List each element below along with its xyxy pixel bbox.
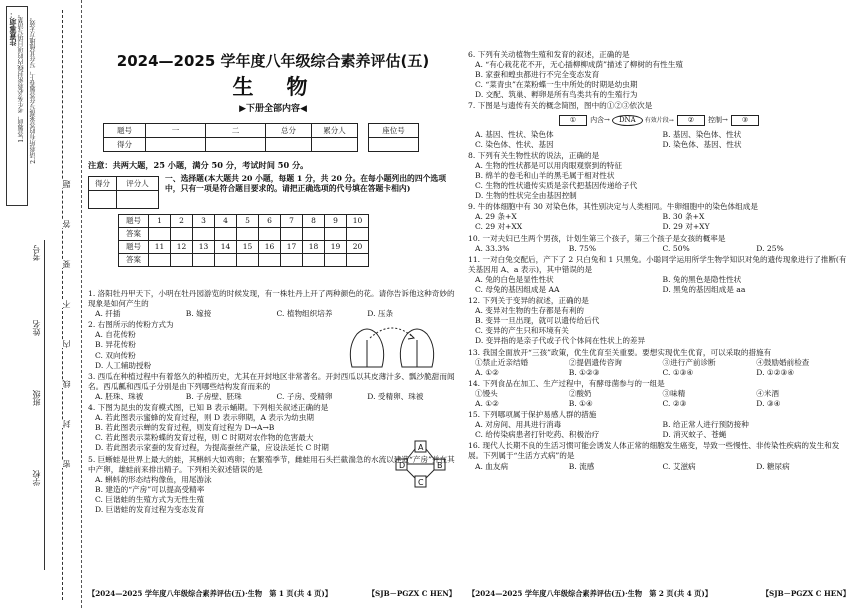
answer-label: 答案 xyxy=(119,254,149,267)
options xyxy=(468,244,850,254)
answer-option[interactable]: D. 糖尿病 xyxy=(756,461,790,471)
arrow-label: 内含→ xyxy=(590,115,610,124)
seal-word: 题 xyxy=(62,180,71,188)
answer-option[interactable]: D. 若此图表示家蚕的发育过程，为提高蚕丝产量，应设法延长 C 时期 xyxy=(95,443,329,453)
score-header-cell: 总分 xyxy=(266,124,312,138)
answer-grid xyxy=(118,214,369,267)
answer-option[interactable]: A. 生物的性状都是可以用肉眼观察到的特征 xyxy=(475,160,622,170)
answer-option[interactable]: B. 子房壁、胚珠 xyxy=(185,391,242,401)
seal-word: 要 xyxy=(62,260,71,268)
score-cell[interactable] xyxy=(206,138,266,152)
question-item xyxy=(468,234,850,254)
answer-option[interactable]: B. 若此图表示蝉的发育过程，则发育过程为 D→A→B xyxy=(95,423,275,433)
answer-grid-cell: 6 xyxy=(259,215,281,228)
score-header-cell: 累分人 xyxy=(312,124,358,138)
notice-line-1: 1.答题前，考生务必将密封线内的项目填写清楚。 xyxy=(18,11,25,143)
answer-option[interactable]: ①馒头 xyxy=(475,388,498,398)
notice-title: 注意事项： xyxy=(8,11,17,46)
options xyxy=(468,60,850,100)
seal-word: 封 xyxy=(62,420,71,428)
answer-option[interactable]: A. “有心栽花花不开，无心插柳柳成荫”描述了柳树的有性生殖 xyxy=(475,60,683,70)
answer-cell[interactable] xyxy=(259,254,281,267)
answer-option[interactable]: D. ①②③④ xyxy=(756,367,795,377)
question-item xyxy=(468,101,850,149)
answer-grid-cell: 8 xyxy=(303,215,325,228)
answer-option[interactable]: A. 胚珠、珠被 xyxy=(95,391,144,401)
answer-option[interactable]: D. 受精卵、珠被 xyxy=(367,391,424,401)
answer-cell[interactable] xyxy=(149,254,171,267)
seat-label: 座位号 xyxy=(369,124,419,138)
dna-diagram-slot xyxy=(468,112,850,130)
question-stem: 15. 下列哪项属于保护易感人群的措施 xyxy=(468,410,597,420)
answer-grid-cell: 12 xyxy=(171,241,193,254)
answer-option[interactable]: A. 蝌蚪的形态结构像鱼，用尾游泳 xyxy=(95,474,212,484)
answer-option[interactable]: ③味精 xyxy=(662,388,686,398)
answer-option[interactable]: C. 给传染病患者打针吃药、积极治疗 xyxy=(475,430,600,440)
scope-label: ▶下册全部内容◀ xyxy=(239,103,307,114)
answer-option[interactable]: D. 人工辅助授粉 xyxy=(95,360,152,370)
question-item xyxy=(468,151,850,201)
footer-code: 【SJB－PGZX C HEN】 xyxy=(367,589,456,598)
question-item xyxy=(468,296,850,346)
answer-option[interactable]: ②酸奶 xyxy=(568,388,592,398)
diagram-label-d: D xyxy=(399,461,406,470)
seal-word: 内 xyxy=(62,340,71,348)
answer-grid-cell: 10 xyxy=(347,215,369,228)
answer-option[interactable]: B. 流感 xyxy=(568,461,595,471)
answer-cell[interactable] xyxy=(303,254,325,267)
score-header-cell: 二 xyxy=(206,124,266,138)
answer-option[interactable]: B. 基因、染色体、性状 xyxy=(662,129,742,139)
answer-grid-cell: 18 xyxy=(303,241,325,254)
answer-cell[interactable] xyxy=(215,228,237,241)
options xyxy=(468,306,850,346)
options xyxy=(468,420,850,440)
answer-option[interactable]: C. ②③ xyxy=(662,399,687,408)
answer-option[interactable]: D. 29 对+XY xyxy=(662,222,710,232)
answer-grid-cell: 题号 xyxy=(119,215,149,228)
answer-option[interactable]: C. “菜青虫”在菜粉蝶一生中所处的时期是幼虫期 xyxy=(475,80,638,90)
answer-option[interactable]: C. 50% xyxy=(662,243,690,253)
diagram-label-a: A xyxy=(418,443,424,452)
answer-option[interactable]: D. 黑兔的基因组成是 aa xyxy=(662,284,746,294)
answer-option[interactable]: D. 压条 xyxy=(367,309,394,319)
score-cell[interactable] xyxy=(146,138,206,152)
options xyxy=(468,368,850,378)
class-label: 班级 xyxy=(32,390,41,406)
answer-option[interactable]: D. 生物的性状完全由基因控制 xyxy=(475,191,577,201)
footer-text: 【2024—2025 学年度八年级综合素养评估(五)·生物 第 2 页(共 4 页)】 xyxy=(468,589,712,598)
question-stem: 7. 下图是与遗传有关的概念简图，图中的①②③依次是 xyxy=(468,101,653,111)
diagram-label-c: C xyxy=(418,478,424,487)
answer-option[interactable]: B. 兔的黑色是隐性性状 xyxy=(662,274,742,284)
section-grader-label: 评分人 xyxy=(117,177,159,191)
score-table xyxy=(103,123,358,152)
exam-notice: 注意：共两大题，25 小题，满分 50 分，考试时间 50 分。 xyxy=(88,160,309,170)
question-item xyxy=(88,289,458,319)
binding-margin xyxy=(0,0,82,608)
answer-cell[interactable] xyxy=(259,228,281,241)
answer-option[interactable]: C. 艾滋病 xyxy=(662,461,696,471)
answer-cell[interactable] xyxy=(347,228,369,241)
answer-option[interactable]: B. 给正常人进行预防接种 xyxy=(662,420,749,430)
answer-option[interactable]: C. 植物组织培养 xyxy=(276,309,333,319)
diagram-label-b: B xyxy=(437,461,443,470)
answer-option[interactable]: C. 若此图表示菜粉蝶的发育过程，则 C 时期对农作物的危害最大 xyxy=(95,433,314,443)
question-item xyxy=(468,255,850,295)
answer-option[interactable]: C. 巨谐蛙的生殖方式为无性生殖 xyxy=(95,494,205,504)
footer-page-1 xyxy=(88,589,456,599)
answer-option[interactable]: D. 巨谐蛙的发育过程为变态发育 xyxy=(95,504,205,514)
score-area xyxy=(103,123,419,152)
question-item xyxy=(88,372,458,402)
answer-grid-cell: 20 xyxy=(347,241,369,254)
answer-option[interactable]: B. 绵羊的卷毛和山羊的黑毛属于相对性状 xyxy=(475,170,615,180)
answer-grid-cell: 16 xyxy=(259,241,281,254)
answer-cell[interactable] xyxy=(237,228,259,241)
arrow-label: 有效片段→ xyxy=(644,116,674,124)
question-item xyxy=(468,379,850,409)
answer-grid-cell: 9 xyxy=(325,215,347,228)
question-stem: 9. 牛的体细胞中有 30 对染色体，其性别决定与人类相同。牛卵细胞中的染色体组成是 xyxy=(468,202,758,212)
answer-option[interactable]: B. 嫁接 xyxy=(185,309,212,319)
answer-option[interactable]: A. 扦插 xyxy=(95,309,121,319)
name-label: 姓名 xyxy=(32,320,41,336)
seal-word: 答 xyxy=(62,220,71,228)
answer-option[interactable]: A. 自花传粉 xyxy=(95,330,136,340)
concept-box-2: ② xyxy=(677,115,705,126)
answer-grid-cell: 19 xyxy=(325,241,347,254)
answer-option[interactable]: B. 30 条+X xyxy=(662,212,705,222)
answer-grid-cell: 4 xyxy=(215,215,237,228)
answer-option[interactable]: B. ①②③ xyxy=(568,367,600,377)
options xyxy=(88,309,458,319)
answer-option[interactable]: C. ①③④ xyxy=(662,367,694,377)
options xyxy=(468,275,850,295)
seal-word: 不 xyxy=(62,300,71,308)
section-score-table xyxy=(88,176,159,209)
seat-cell[interactable] xyxy=(369,138,419,152)
answer-grid-cell: 15 xyxy=(237,241,259,254)
answer-option[interactable]: D. 25% xyxy=(756,243,784,253)
answer-grid-cell: 13 xyxy=(193,241,215,254)
answer-option[interactable]: A. ①② xyxy=(475,367,499,377)
question-stem: 10. 一对夫妇已生两个男孩，计划生第三个孩子，第三个孩子是女孩的概率是 xyxy=(468,233,726,243)
footer-code: 【SJB－PGZX C HEN】 xyxy=(761,589,850,598)
answer-cell[interactable] xyxy=(325,228,347,241)
answer-grid-cell: 7 xyxy=(281,215,303,228)
answer-grid-cell: 题号 xyxy=(119,241,149,254)
score-cell[interactable] xyxy=(266,138,312,152)
answer-option[interactable]: C. 生物的性状遗传实质是亲代把基因传递给子代 xyxy=(475,181,638,191)
pollination-figure xyxy=(342,322,442,372)
answer-option[interactable]: C. 双向传粉 xyxy=(95,350,136,360)
answer-option[interactable]: D. 染色体、基因、性状 xyxy=(662,139,742,149)
answer-cell[interactable] xyxy=(347,254,369,267)
school-label: 学校 xyxy=(32,470,41,486)
answer-grid-cell: 3 xyxy=(193,215,215,228)
answer-option[interactable]: C. 子房、受精卵 xyxy=(276,391,333,401)
answer-grid-cell: 1 xyxy=(149,215,171,228)
score-cell[interactable] xyxy=(312,138,358,152)
section1-instructions: 一、选择题(本大题共 20 小题，每题 1 分，共 20 分。在每小题列出的四个选项中，只有一项是符合题目要求的。请把正确选项的代号填在答题卡相内) xyxy=(165,174,447,194)
answer-option[interactable]: C. 母兔的基因组成是 AA xyxy=(475,284,560,294)
question-stem: 16. 现代人长期不良的生活习惯可能会诱发人体正常的细胞发生癌变，导致一些慢性、非传染性疾病的发生和发展。下列属于“生活方式病”的是 xyxy=(468,441,840,461)
answer-cell[interactable] xyxy=(149,228,171,241)
answer-option[interactable]: ②提倡遗传咨询 xyxy=(568,357,622,367)
footer-text: 【2024—2025 学年度八年级综合素养评估(五)·生物 第 1 页(共 4 页)】 xyxy=(88,589,332,598)
question-stem: 14. 下列食品在加工、生产过程中，有酵母菌参与的一组是 xyxy=(468,378,665,388)
answer-cell[interactable] xyxy=(193,254,215,267)
question-stem: 13. 我国全面放开“三孩”政策，优生优育至关重要。要想实现优生优育，可以采取的措施有 xyxy=(468,347,772,357)
answer-grid-row xyxy=(119,215,369,228)
answer-option[interactable]: A. 变异对生物的生存都是有利的 xyxy=(475,306,585,316)
insect-development-diagram xyxy=(395,440,447,488)
answer-option[interactable]: B. 变异一旦出现，就可以遗传给后代 xyxy=(475,316,600,326)
answer-grid-row xyxy=(119,228,369,241)
section-grader-cell[interactable] xyxy=(117,191,159,209)
answer-grid-row xyxy=(119,241,369,254)
notice-line-2: 2.请将所有的答案都写在答题卷上，写在其他地方无效。 xyxy=(30,14,37,164)
answer-option[interactable]: D. 交配、筑巢、孵卵是所有鸟类共有的生殖行为 xyxy=(475,90,638,100)
answer-option[interactable]: A. ①② xyxy=(475,399,499,408)
answer-cell[interactable] xyxy=(193,228,215,241)
answer-option[interactable]: ④米酒 xyxy=(756,388,780,398)
answer-grid-cell: 17 xyxy=(281,241,303,254)
answer-option[interactable]: D. 消灭蚊子、苍蝇 xyxy=(662,430,727,440)
answer-cell[interactable] xyxy=(237,254,259,267)
options xyxy=(88,392,458,402)
answer-option[interactable]: A. 33.3% xyxy=(475,243,510,253)
options xyxy=(468,462,850,472)
answer-grid-cell: 11 xyxy=(149,241,171,254)
question-stem: 12. 下列关于变异的叙述，正确的是 xyxy=(468,296,589,306)
answer-option[interactable]: B. 建造的“产房”可以提高受精率 xyxy=(95,484,205,494)
exam-title: 2024—2025 学年度八年级综合素养评估(五) xyxy=(116,52,430,70)
score-header-cell: 一 xyxy=(146,124,206,138)
answer-cell[interactable] xyxy=(171,228,193,241)
options xyxy=(468,358,850,368)
score-row-label: 得分 xyxy=(104,138,146,152)
question-stem: 11. 一对白兔交配后，产下了 2 只白兔和 1 只黑兔。小聪同学运用所学生物学知识对兔的遗传现象进行了推断(有关基因用 A、a 表示)，其中错误的是 xyxy=(468,254,847,274)
arrow-label: 控制→ xyxy=(708,115,728,124)
answer-option[interactable]: ④鼓励婚前检查 xyxy=(756,357,810,367)
answer-option[interactable]: ①禁止近亲结婚 xyxy=(475,357,529,367)
concept-box-1: ① xyxy=(559,115,587,126)
options xyxy=(468,399,850,409)
answer-option[interactable]: B. 家蚕和蝗虫都进行不完全变态发育 xyxy=(475,70,600,80)
answer-cell[interactable] xyxy=(171,254,193,267)
answer-grid-cell: 5 xyxy=(237,215,259,228)
question-stem: 1. 洛阳牡丹甲天下，小明在牡丹园游览的时候发现，有一株牡丹上开了两种颜色的花。请你告诉他这种奇妙的现象是如何产生的 xyxy=(88,289,455,309)
answer-option[interactable]: A. 基因、性状、染色体 xyxy=(475,129,554,139)
options xyxy=(468,130,850,150)
options xyxy=(468,389,850,399)
question-stem: 4. 下图为昆虫的发育模式图，已知 B 表示蛹期。下列相关叙述正确的是 xyxy=(88,403,329,413)
notice-box xyxy=(6,6,28,206)
concept-box-3: ③ xyxy=(731,115,759,126)
question-item xyxy=(468,410,850,440)
question-list-right xyxy=(468,50,850,473)
answer-option[interactable]: B. 75% xyxy=(568,243,597,253)
options xyxy=(468,212,850,232)
answer-option[interactable]: B. 异花传粉 xyxy=(95,340,136,350)
score-header-cell: 题号 xyxy=(104,124,146,138)
answer-option[interactable]: B. ①④ xyxy=(568,399,593,408)
seal-word: 密 xyxy=(62,460,71,468)
answer-cell[interactable] xyxy=(281,254,303,267)
answer-cell[interactable] xyxy=(303,228,325,241)
answer-option[interactable]: C. 变异的产生只和环境有关 xyxy=(475,326,569,336)
section-score-label: 得分 xyxy=(89,177,117,191)
answer-option[interactable]: A. 29 条+X xyxy=(475,212,517,222)
dna-node: DNA xyxy=(612,115,643,126)
answer-option[interactable]: D. ③④ xyxy=(756,399,781,408)
answer-option[interactable]: A. 兔的白色是显性性状 xyxy=(475,274,554,284)
seat-table xyxy=(368,123,419,152)
answer-grid-cell: 14 xyxy=(215,241,237,254)
answer-option[interactable]: C. 29 对+XX xyxy=(475,222,523,232)
answer-grid-row xyxy=(119,254,369,267)
question-stem: 8. 下列有关生物性状的说法，正确的是 xyxy=(468,150,600,160)
question-item xyxy=(468,441,850,471)
footer-page-2 xyxy=(468,589,850,599)
answer-option[interactable]: D. 变异指的是亲子代或子代个体间在性状上的差异 xyxy=(475,336,646,346)
question-stem: 3. 西瓜在种植过程中有着悠久的种植历史，尤其在开封地区非常著名。开封西瓜以其皮薄汁多、瓢沙脆甜而闻名。西瓜瓤和西瓜子分别是由下列哪些结构发育而来的 xyxy=(88,371,455,391)
subject-title: 生 物 xyxy=(232,74,314,99)
seal-word: 线 xyxy=(62,380,71,388)
answer-cell[interactable] xyxy=(325,254,347,267)
question-stem: 6. 下列有关动植物生殖和发育的叙述，正确的是 xyxy=(468,50,630,59)
answer-label: 答案 xyxy=(119,228,149,241)
section-score-cell[interactable] xyxy=(89,191,117,209)
answer-option[interactable]: ③进行产前诊断 xyxy=(662,357,716,367)
answer-cell[interactable] xyxy=(215,254,237,267)
answer-option[interactable]: A. 血友病 xyxy=(475,461,509,471)
question-item xyxy=(468,348,850,378)
question-stem: 5. 巨蜥蛙是世界上最大的蛙，其蝌蚪大如鸡卵；在繁殖季节，雌蛙用石头拦截湍急的水流以建造“产房”并在其中产卵，雄蛙前来排出精子。下列相关叙述错误的是 xyxy=(88,454,455,474)
answer-grid-cell: 2 xyxy=(171,215,193,228)
exam-no-label: 考号 xyxy=(32,245,41,261)
answer-option[interactable]: C. 染色体、性状、基因 xyxy=(475,139,554,149)
question-item xyxy=(468,50,850,100)
answer-option[interactable]: A. 对房间、用具进行消毒 xyxy=(475,420,562,430)
question-item xyxy=(468,202,850,232)
question-stem: 2. 右图所示的传粉方式为 xyxy=(88,320,174,330)
options xyxy=(468,161,850,201)
answer-option[interactable]: A. 若此图表示蜜蜂的发育过程，则 D 表示卵期，A 表示为幼虫期 xyxy=(95,413,314,423)
exam-header xyxy=(88,52,458,116)
answer-cell[interactable] xyxy=(281,228,303,241)
